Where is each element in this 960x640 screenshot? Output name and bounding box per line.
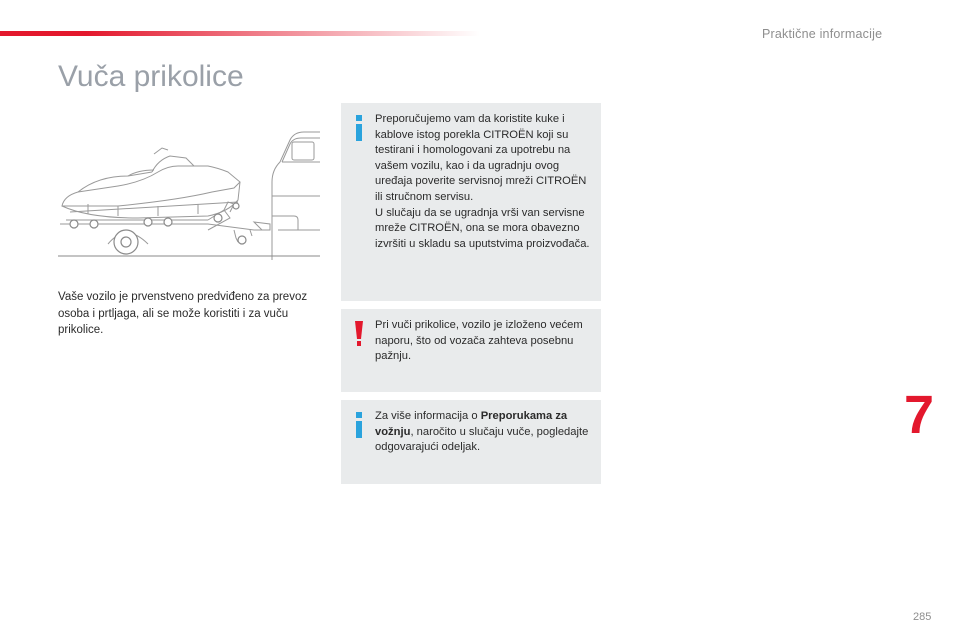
info-note-text: Preporučujemo vam da koristite kuke i kablove istog porekla CITROËN koji su testirani i homologovani za upotrebu na vašem vozilu, kao i da ugradnju ovog uređaja poverite servisnoj mreži CITROËN ili stručnom servisu. U slučaju da se ugradnja vrši van servisne mreže CITROËN, ona se mora obavezno izvršiti u skladu sa uputstvima proizvođača. [375,113,590,250]
section-title: Praktične informacije [762,27,883,41]
info-icon [354,412,364,438]
driving-advice-link-text: Preporukama za vožnju [375,410,568,438]
info-note-accessories [341,103,601,301]
intro-text: Vaše vozilo je prvenstveno predviđeno za prevoz osoba i prtljaga, ali se može koristiti i za vuču prikolice. [58,291,308,336]
note-text-after: , naročito u slučaju vuče, pogledajte odgovarajući odeljak. [375,425,589,454]
chapter-number: 7 [904,385,935,445]
page-title: Vuča prikolice [58,60,244,93]
warning-note-towing [341,309,601,392]
warning-note-text: Pri vuči prikolice, vozilo je izloženo većem naporu, što od vozača zahteva posebnu pažnju. [375,319,583,363]
info-icon [354,115,364,141]
header-accent-bar [0,31,480,36]
trailer-illustration [58,126,320,260]
note-text-before: Za više informacija o [375,410,481,422]
warning-icon [354,321,364,347]
info-note-driving-advice [341,400,601,484]
info-note-text [375,409,593,456]
page-number: 285 [913,611,932,623]
